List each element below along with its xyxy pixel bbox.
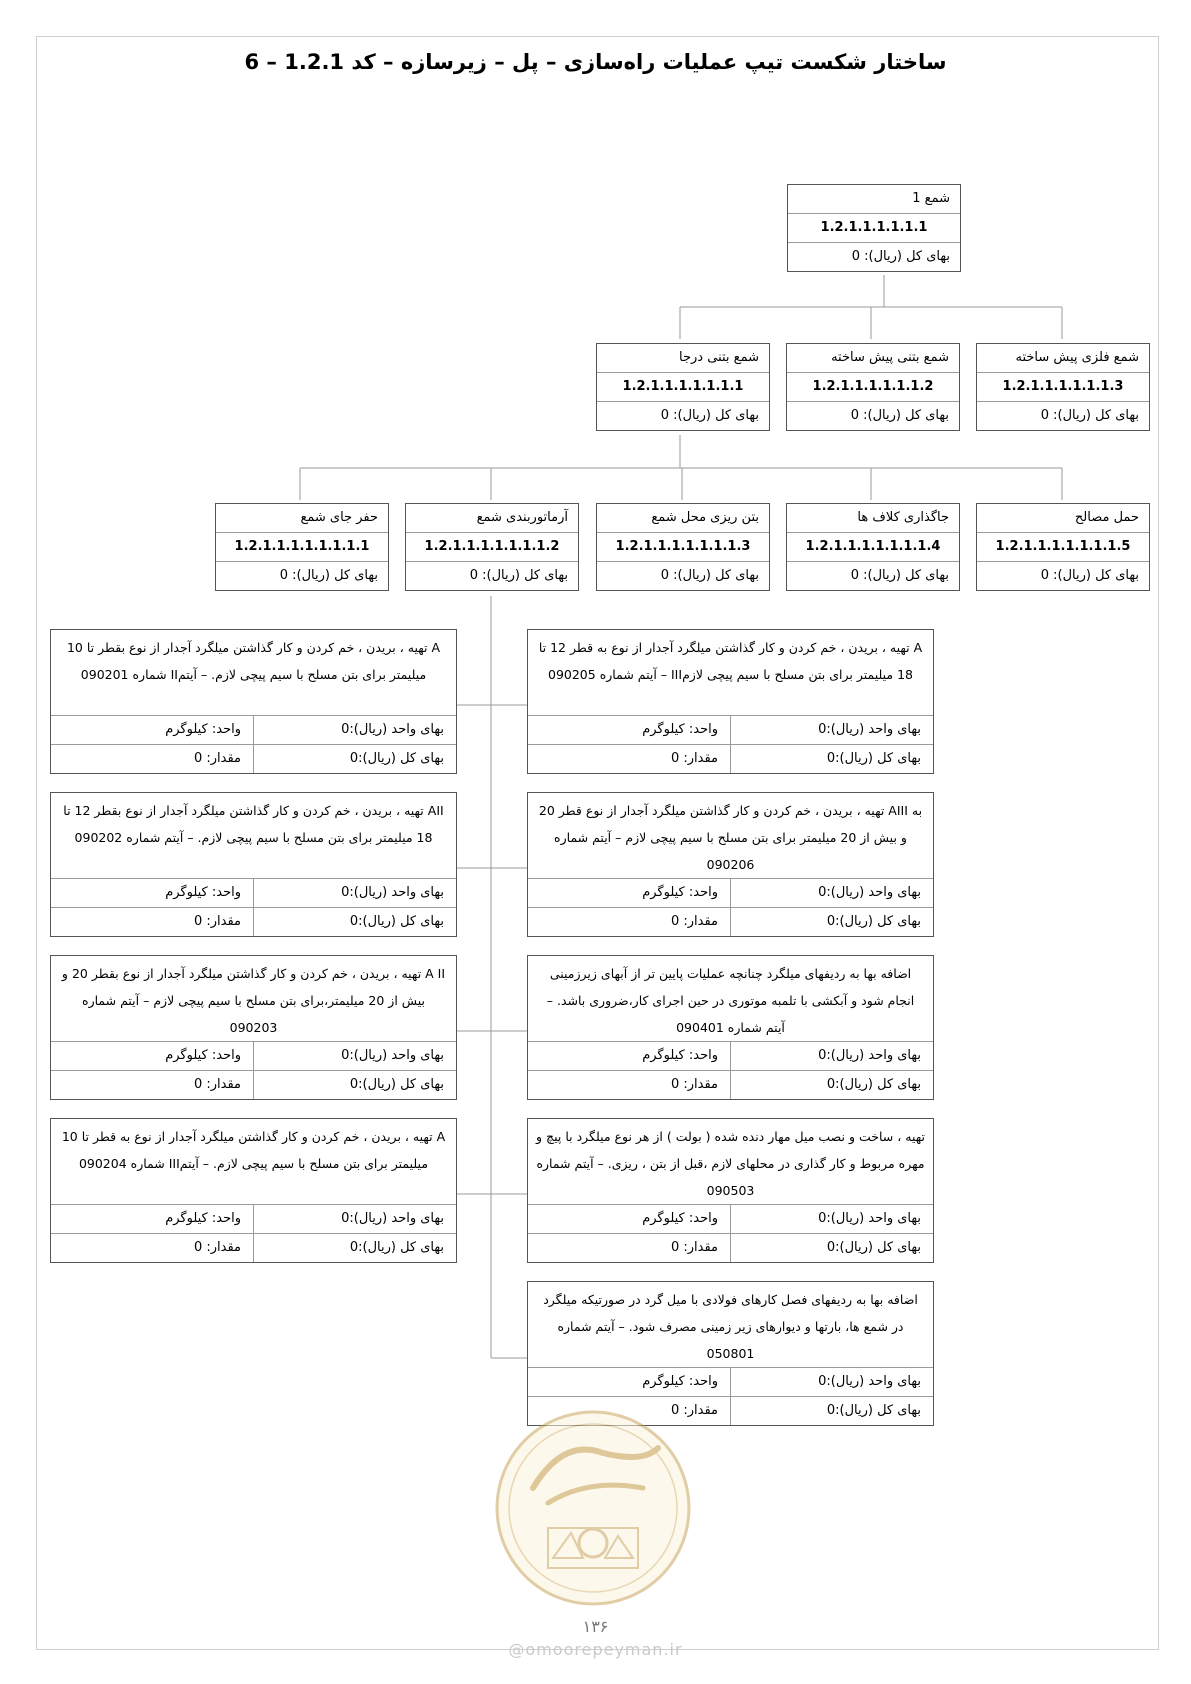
item-description: A تهیه ، بریدن ، خم کردن و کار گذاشتن میلگرد آجدار از نوع به قطر تا 10 میلیمتر برای بتن مسلح با سیم پیچی لازم. – آیتمIII شماره 090204 (51, 1119, 456, 1205)
item-unit-price: بهای واحد (ریال):0 (730, 1042, 933, 1070)
item-unit: واحد: کیلوگرم (642, 885, 718, 900)
node-code: 1.2.1.1.1.1.1.1.1.2 (406, 533, 578, 562)
item-description: A تهیه ، بریدن ، خم کردن و کار گذاشتن میلگرد آجدار از نوع بقطر تا 10 میلیمتر برای بتن مسلح با سیم پیچی لازم. – آیتمII شماره 090201 (51, 630, 456, 716)
node-code: 1.2.1.1.1.1.1.1.1.3 (597, 533, 769, 562)
node-code: 1.2.1.1.1.1.1.1.3 (977, 373, 1149, 402)
item-unit: واحد: کیلوگرم (642, 1211, 718, 1226)
item-description: به AIII تهیه ، بریدن ، خم کردن و کار گذاشتن میلگرد آجدار از نوع قطر 20 و بیش از 20 میلیمتر برای بتن مسلح با سیم پیچی لازم – آیتم شماره 090206 (528, 793, 933, 879)
node-code: 1.2.1.1.1.1.1.1.2 (787, 373, 959, 402)
item-quantity: مقدار: 0 (193, 1240, 241, 1255)
item-quantity: مقدار: 0 (193, 751, 241, 766)
item-total: بهای کل (ریال):0 (730, 1071, 933, 1099)
work-item-090401 (527, 955, 934, 1100)
item-description: A II تهیه ، بریدن ، خم کردن و کار گذاشتن میلگرد آجدار از نوع بقطر 20 و بیش از 20 میلیمتر،برای بتن مسلح با سیم پیچی لازم – آیتم شماره 090203 (51, 956, 456, 1042)
item-description: تهیه ، ساخت و نصب میل مهار دنده شده ( بولت ) از هر نوع میلگرد با پیچ و مهره مربوط و کار گذاری در محلهای لازم ،قبل از بتن ، ریزی. – آیتم شماره 090503 (528, 1119, 933, 1205)
wbs-node-material-transport (976, 503, 1150, 591)
item-total: بهای کل (ریال):0 (730, 745, 933, 773)
item-unit-price: بهای واحد (ریال):0 (253, 1042, 456, 1070)
work-item-090206 (527, 792, 934, 937)
item-unit: واحد: کیلوگرم (642, 722, 718, 737)
item-unit: واحد: کیلوگرم (165, 1211, 241, 1226)
item-total: بهای کل (ریال):0 (730, 1397, 933, 1425)
node-name: شمع بتنی درجا (597, 344, 769, 373)
node-code: 1.2.1.1.1.1.1.1.1.5 (977, 533, 1149, 562)
item-quantity: مقدار: 0 (670, 751, 718, 766)
wbs-node-pile-excavation (215, 503, 389, 591)
page-number: ١٣۶ (582, 1617, 609, 1636)
item-total: بهای کل (ریال):0 (253, 1071, 456, 1099)
node-price: بهای کل (ریال): 0 (851, 249, 950, 264)
wbs-node-cast-in-place-pile (596, 343, 770, 431)
node-name: شمع بتنی پیش ساخته (787, 344, 959, 373)
work-item-050801 (527, 1281, 934, 1426)
item-unit: واحد: کیلوگرم (642, 1374, 718, 1389)
node-price: بهای کل (ریال): 0 (850, 408, 949, 423)
node-name: شمع فلزی پیش ساخته (977, 344, 1149, 373)
item-quantity: مقدار: 0 (193, 1077, 241, 1092)
item-unit-price: بهای واحد (ریال):0 (730, 1368, 933, 1396)
item-unit: واحد: کیلوگرم (165, 722, 241, 737)
node-price: بهای کل (ریال): 0 (660, 408, 759, 423)
node-name: حمل مصالح (977, 504, 1149, 533)
node-price: بهای کل (ریال): 0 (279, 568, 378, 583)
seal-logo-watermark (493, 1408, 693, 1608)
work-item-090202 (50, 792, 457, 937)
node-code: 1.2.1.1.1.1.1.1 (788, 214, 960, 243)
item-unit-price: بهای واحد (ریال):0 (253, 1205, 456, 1233)
wbs-node-pile-concreting (596, 503, 770, 591)
work-item-090203 (50, 955, 457, 1100)
item-total: بهای کل (ریال):0 (253, 908, 456, 936)
node-price: بهای کل (ریال): 0 (469, 568, 568, 583)
item-total: بهای کل (ریال):0 (730, 908, 933, 936)
page-title: ساختار شکست تیپ عملیات راه‌سازی – پل – زیرسازه – کد 1.2.1 – 6 (244, 50, 947, 74)
item-description: اضافه بها به ردیفهای میلگرد چنانچه عملیات پایین تر از آبهای زیرزمینی انجام شود و آبکشی با تلمبه موتوری در حین اجرای کار،ضروری باشد. – آیتم شماره 090401 (528, 956, 933, 1042)
wbs-node-concrete-precast-pile (786, 343, 960, 431)
item-quantity: مقدار: 0 (193, 914, 241, 929)
node-code: 1.2.1.1.1.1.1.1.1.1 (216, 533, 388, 562)
wbs-node-cage-placement (786, 503, 960, 591)
item-unit: واحد: کیلوگرم (165, 1048, 241, 1063)
item-description: AII تهیه ، بریدن ، خم کردن و کار گذاشتن میلگرد آجدار از نوع بقطر 12 تا 18 میلیمتر برای بتن مسلح با سیم پیچی لازم. – آیتم شماره 090202 (51, 793, 456, 879)
node-price: بهای کل (ریال): 0 (1040, 408, 1139, 423)
item-quantity: مقدار: 0 (670, 1240, 718, 1255)
item-description: اضافه بها به ردیفهای فصل کارهای فولادی با میل گرد در صورتیکه میلگرد در شمع ها، بارتها و دیوارهای زیر زمینی مصرف شود. – آیتم شماره 050801 (528, 1282, 933, 1368)
item-total: بهای کل (ریال):0 (253, 745, 456, 773)
work-item-090201 (50, 629, 457, 774)
item-unit-price: بهای واحد (ریال):0 (253, 879, 456, 907)
node-name: بتن ریزی محل شمع (597, 504, 769, 533)
node-price: بهای کل (ریال): 0 (850, 568, 949, 583)
item-quantity: مقدار: 0 (670, 1403, 718, 1418)
node-price: بهای کل (ریال): 0 (1040, 568, 1139, 583)
item-unit-price: بهای واحد (ریال):0 (253, 716, 456, 744)
node-name: آرماتوربندی شمع (406, 504, 578, 533)
item-quantity: مقدار: 0 (670, 1077, 718, 1092)
item-quantity: مقدار: 0 (670, 914, 718, 929)
item-unit-price: بهای واحد (ریال):0 (730, 716, 933, 744)
watermark-url: @omoorepeyman.ir (508, 1640, 683, 1659)
work-item-090503 (527, 1118, 934, 1263)
node-code: 1.2.1.1.1.1.1.1.1 (597, 373, 769, 402)
wbs-node-root (787, 184, 961, 272)
node-name: جاگذاری کلاف ها (787, 504, 959, 533)
wbs-node-steel-precast-pile (976, 343, 1150, 431)
item-total: بهای کل (ریال):0 (253, 1234, 456, 1262)
work-item-090205 (527, 629, 934, 774)
node-code: 1.2.1.1.1.1.1.1.1.4 (787, 533, 959, 562)
item-description: A تهیه ، بریدن ، خم کردن و کار گذاشتن میلگرد آجدار از نوع به قطر 12 تا 18 میلیمتر برای بتن مسلح با سیم پیچی لازمIII – آیتم شماره 090205 (528, 630, 933, 716)
node-name: شمع 1 (788, 185, 960, 214)
item-unit-price: بهای واحد (ریال):0 (730, 1205, 933, 1233)
node-name: حفر جای شمع (216, 504, 388, 533)
item-unit: واحد: کیلوگرم (642, 1048, 718, 1063)
wbs-node-pile-reinforcement (405, 503, 579, 591)
item-unit: واحد: کیلوگرم (165, 885, 241, 900)
node-price: بهای کل (ریال): 0 (660, 568, 759, 583)
item-total: بهای کل (ریال):0 (730, 1234, 933, 1262)
work-item-090204 (50, 1118, 457, 1263)
item-unit-price: بهای واحد (ریال):0 (730, 879, 933, 907)
